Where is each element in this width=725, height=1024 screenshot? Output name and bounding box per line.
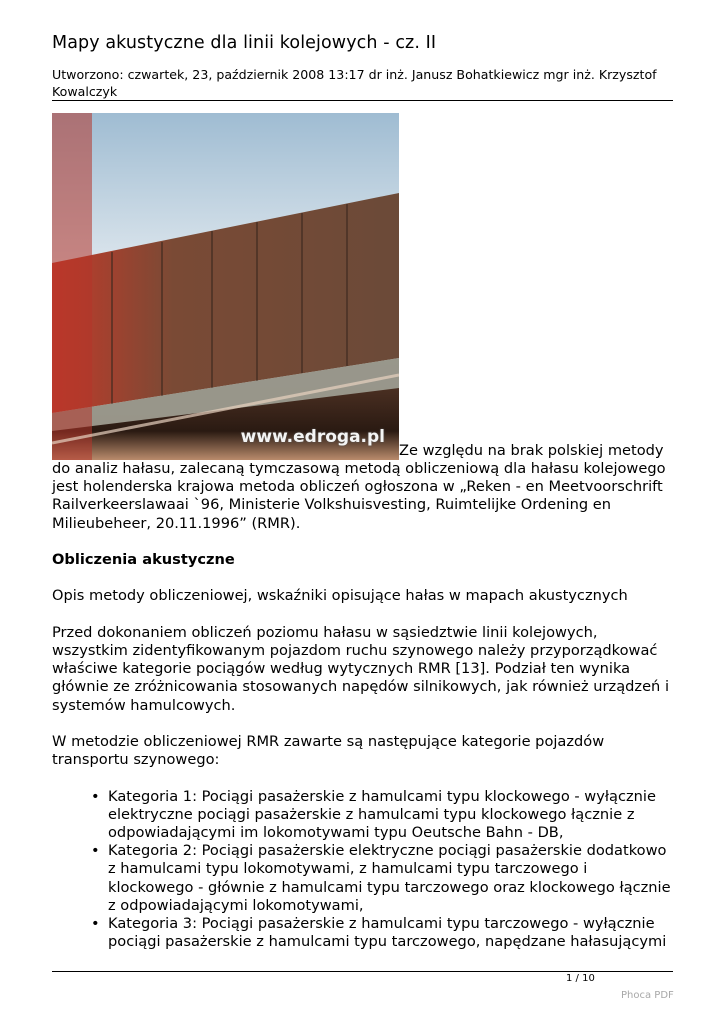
paragraph: W metodzie obliczeniowej RMR zawarte są następujące kategorie pojazdów transportu szynowego: bbox=[52, 732, 605, 769]
paragraph: Opis metody obliczeniowej, wskaźniki opisujące hałas w mapach akustycznych bbox=[52, 587, 628, 605]
intro-text: Ze względu na brak polskiej metody do analiz hałasu, zalecaną tymczasową metodą obliczeniową dla hałasu kolejowego jest holenderska krajowa metoda obliczeń ogłoszona w „Reken - en Meetvoorschrift Railverkeerslawaai `96, Ministerie Volkshuisvesting, Ruimtelijke Ordening en Milieubeheer, 20.11.1996” (RMR). bbox=[52, 441, 666, 532]
list-item: • Kategoria 2: Pociągi pasażerskie elektryczne pociągi pasażerskie dodatkowo z hamulcami typu lokomotywami, z hamulcami typu tarczowego i klockowego - głównie z hamulcami typu tarczowego oraz klockowego łącznie z odpowiadającymi lokomotywami, bbox=[108, 842, 674, 915]
article-body bbox=[52, 113, 674, 951]
paragraph: Przed dokonaniem obliczeń poziomu hałasu w sąsiedztwie linii kolejowych, wszystkim zidentyfikowanym pojazdom ruchu szynowego należy przyporządkować właściwe kategorie pociągów według wytycznych RMR [13]. Podział ten wynika głównie ze zróżnicowania stosowanych napędów silnikowych, jak również urządzeń i systemów hamulcowych. bbox=[52, 623, 669, 714]
intro-paragraph bbox=[52, 113, 674, 533]
footer-brand[interactable]: Phoca PDF bbox=[621, 990, 674, 1001]
train-photo bbox=[52, 113, 399, 460]
train-photo-drawing bbox=[52, 113, 399, 460]
category-list bbox=[52, 788, 674, 952]
footer-divider bbox=[52, 971, 673, 972]
image-watermark: www.edroga.pl bbox=[240, 426, 385, 447]
list-item: • Kategoria 1: Pociągi pasażerskie z hamulcami typu klockowego - wyłącznie elektryczne pociągi pasażerskie z hamulcami typu klockowego łącznie z odpowiadającymi im lokomotywami typu Oeutsche Bahn - DB, bbox=[108, 788, 674, 843]
list-item: • Kategoria 3: Pociągi pasażerskie z hamulcami typu tarczowego - wyłącznie pociągi pasażerskie z hamulcami typu tarczowego, napędzane hałasującymi bbox=[108, 915, 674, 951]
section-heading: Obliczenia akustyczne bbox=[52, 551, 235, 568]
article-meta: Utworzono: czwartek, 23, październik 2008 13:17 dr inż. Janusz Bohatkiewicz mgr inż. Krzysztof Kowalczyk bbox=[52, 67, 657, 99]
page-number: 1 / 10 bbox=[566, 973, 595, 984]
page-title: Mapy akustyczne dla linii kolejowych - cz. II bbox=[52, 33, 437, 53]
header-divider bbox=[52, 100, 673, 101]
